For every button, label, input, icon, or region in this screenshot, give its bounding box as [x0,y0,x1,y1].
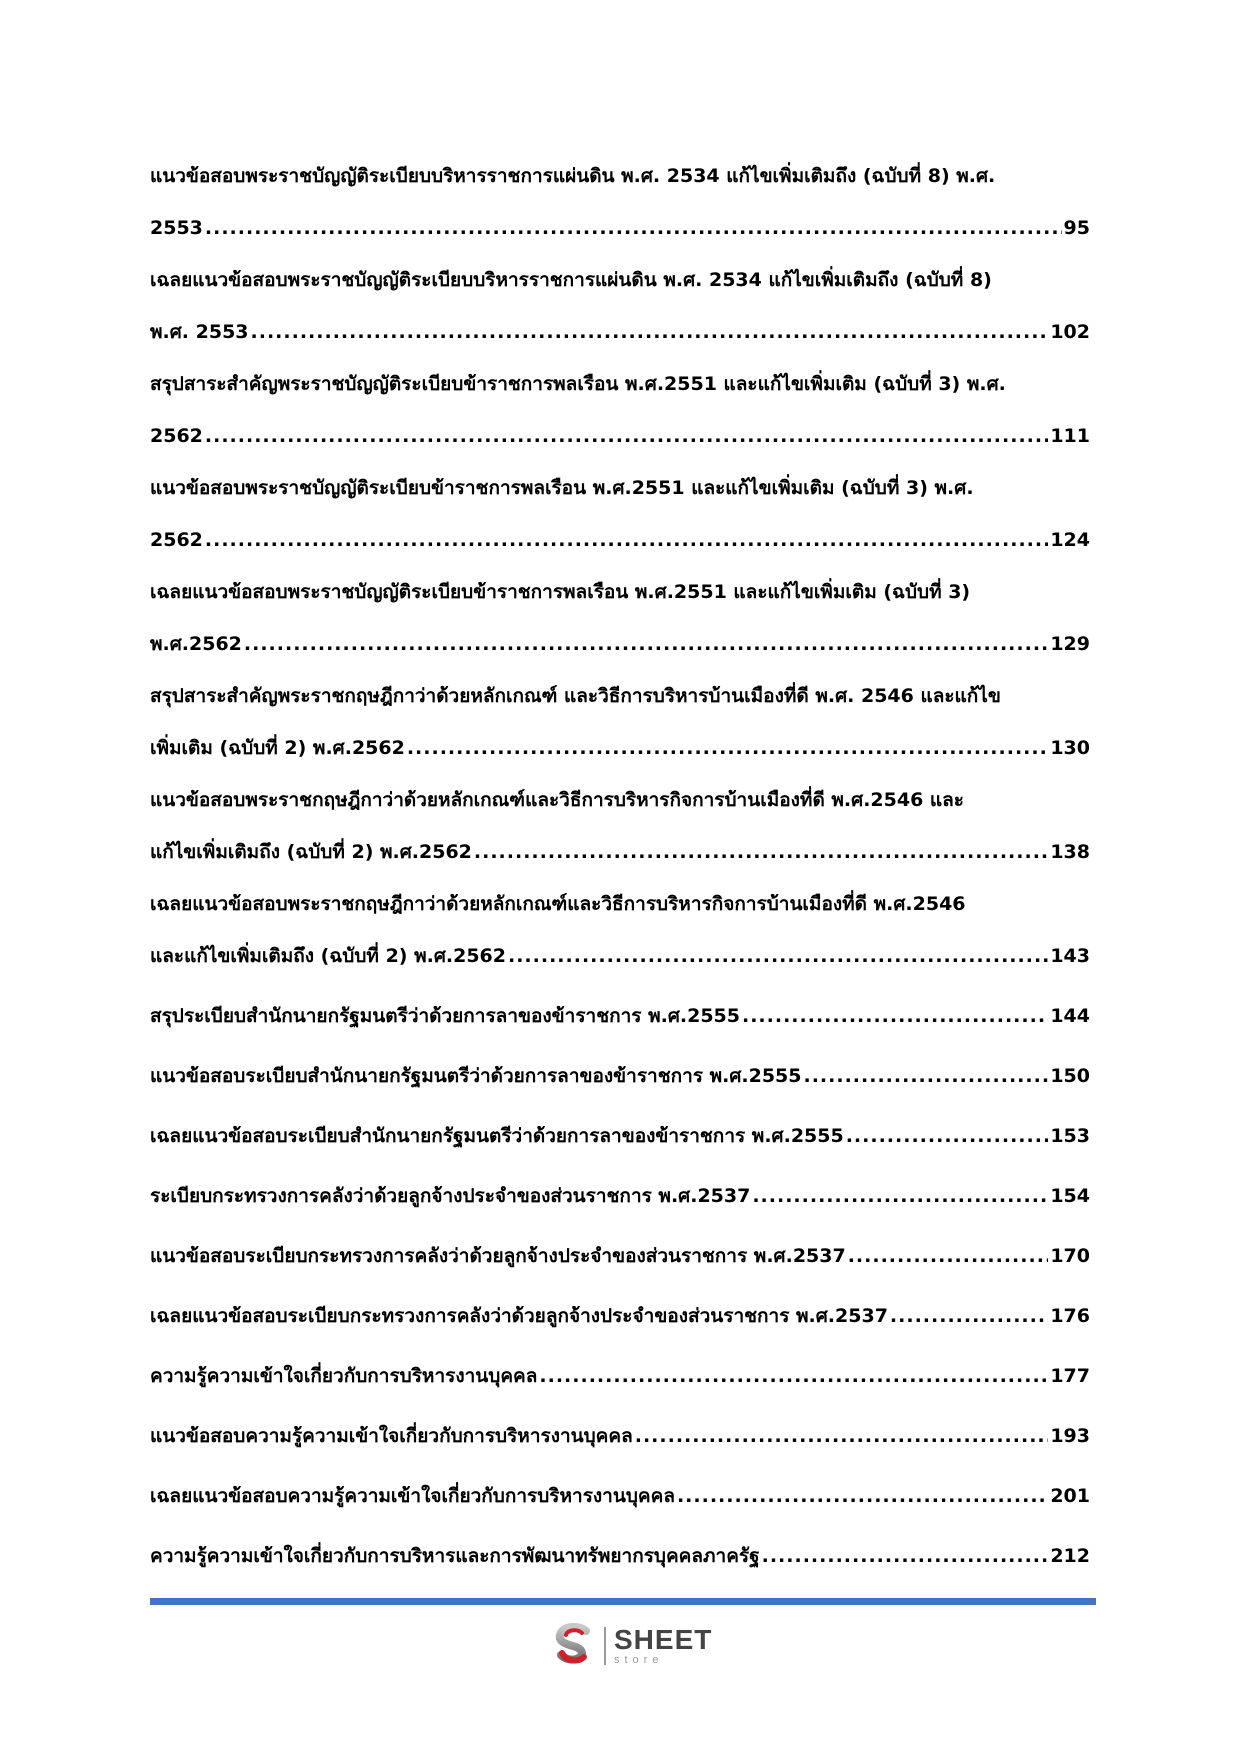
toc-entry-title-line1: แนวข้อสอบพระราชบัญญัติระเบียบบริหารราชการแผ่นดิน พ.ศ. 2534 แก้ไขเพิ่มเติมถึง (ฉบับที่ 8) พ.ศ. [150,165,996,187]
toc-entry-title-line1: แนวข้อสอบพระราชกฤษฎีกาว่าด้วยหลักเกณฑ์และวิธีการบริหารกิจการบ้านเมืองที่ดี พ.ศ.2546 และ [150,789,965,811]
toc-entry-row [150,1530,1090,1582]
toc-entry-row [150,930,1090,982]
toc-entry[interactable] [150,1290,1090,1342]
logo-wordmark [614,1626,712,1666]
toc-dot-leader [804,1050,1049,1102]
toc-entry-row [150,1230,1090,1282]
toc-entry-title-line1: สรุปสาระสำคัญพระราชกฤษฎีกาว่าด้วยหลักเกณฑ์ และวิธีการบริหารบ้านเมืองที่ดี พ.ศ. 2546 และแก้ไข [150,685,1001,707]
toc-entry[interactable] [150,990,1090,1042]
toc-entry-title: แนวข้อสอบระเบียบกระทรวงการคลังว่าด้วยลูกจ้างประจำของส่วนราชการ พ.ศ.2537 [150,1245,846,1267]
toc-page-number: 102 [1050,321,1090,343]
toc-entry[interactable] [150,566,1090,670]
sheet-store-logo [552,1620,712,1672]
toc-page-number: 153 [1050,1125,1090,1147]
toc-entry[interactable] [150,1170,1090,1222]
toc-dot-leader [251,306,1049,358]
toc-entry[interactable] [150,670,1090,774]
toc-entry-title: 2562 [150,529,203,551]
toc-entry-row [150,1290,1090,1342]
toc-entry-row [150,1050,1090,1102]
toc-entry-row [150,1110,1090,1162]
toc-dot-leader [752,1170,1048,1222]
toc-entry-title-line1: แนวข้อสอบพระราชบัญญัติระเบียบข้าราชการพลเรือน พ.ศ.2551 และแก้ไขเพิ่มเติม (ฉบับที่ 3) พ.ศ. [150,477,974,499]
toc-dot-leader [205,410,1048,462]
toc-entry-title-line1: เฉลยแนวข้อสอบพระราชบัญญัติระเบียบข้าราชการพลเรือน พ.ศ.2551 และแก้ไขเพิ่มเติม (ฉบับที่ 3) [150,581,971,603]
toc-dot-leader [742,990,1048,1042]
toc-entry-title: เพิ่มเติม (ฉบับที่ 2) พ.ศ.2562 [150,737,405,759]
toc-page-number: 143 [1050,945,1090,967]
toc-entry-title: 2562 [150,425,203,447]
toc-page-number: 138 [1050,841,1090,863]
toc-dot-leader [474,826,1048,878]
toc-dot-leader [508,930,1048,982]
toc-page-number: 124 [1050,529,1090,551]
table-of-contents [150,150,1090,1582]
toc-entry-title: เฉลยแนวข้อสอบระเบียบสำนักนายกรัฐมนตรีว่าด้วยการลาของข้าราชการ พ.ศ.2555 [150,1125,844,1147]
toc-entry-title: ความรู้ความเข้าใจเกี่ยวกับการบริหารและการพัฒนาทรัพยากรบุคคลภาครัฐ [150,1545,760,1567]
toc-dot-leader [244,618,1048,670]
toc-dot-leader [762,1530,1049,1582]
toc-entry-title-line1: สรุปสาระสำคัญพระราชบัญญัติระเบียบข้าราชการพลเรือน พ.ศ.2551 และแก้ไขเพิ่มเติม (ฉบับที่ 3) พ.ศ. [150,373,1006,395]
toc-entry[interactable] [150,1350,1090,1402]
toc-entry[interactable] [150,1470,1090,1522]
toc-dot-leader [848,1230,1049,1282]
toc-entry-title-line1: เฉลยแนวข้อสอบพระราชกฤษฎีกาว่าด้วยหลักเกณฑ์และวิธีการบริหารกิจการบ้านเมืองที่ดี พ.ศ.2546 [150,893,966,915]
logo-subword: store [614,1654,664,1666]
toc-dot-leader [205,202,1062,254]
toc-page-number: 130 [1050,737,1090,759]
toc-entry-row [150,410,1090,462]
toc-entry[interactable] [150,1230,1090,1282]
toc-entry-row [150,1470,1090,1522]
toc-page-number: 95 [1063,217,1090,239]
toc-entry[interactable] [150,1410,1090,1462]
toc-entry-row [150,722,1090,774]
toc-entry-title: เฉลยแนวข้อสอบระเบียบกระทรวงการคลังว่าด้วยลูกจ้างประจำของส่วนราชการ พ.ศ.2537 [150,1305,888,1327]
toc-entry-row [150,202,1090,254]
toc-entry[interactable] [150,878,1090,982]
logo-word: SHEET [614,1624,713,1655]
toc-entry-title: แนวข้อสอบระเบียบสำนักนายกรัฐมนตรีว่าด้วยการลาของข้าราชการ พ.ศ.2555 [150,1065,802,1087]
toc-entry[interactable] [150,1050,1090,1102]
toc-entry-title: แนวข้อสอบความรู้ความเข้าใจเกี่ยวกับการบริหารงานบุคคล [150,1425,633,1447]
toc-page-number: 144 [1050,1005,1090,1027]
toc-dot-leader [539,1350,1048,1402]
toc-entry[interactable] [150,358,1090,462]
toc-entry-row [150,618,1090,670]
toc-dot-leader [846,1110,1049,1162]
toc-entry-title: พ.ศ.2562 [150,633,242,655]
toc-entry-row [150,514,1090,566]
toc-page-number: 129 [1050,633,1090,655]
toc-page-number: 212 [1050,1545,1090,1567]
toc-entry[interactable] [150,774,1090,878]
toc-page-number: 111 [1050,425,1090,447]
toc-page-number: 154 [1050,1185,1090,1207]
toc-dot-leader [205,514,1048,566]
toc-page-number: 177 [1050,1365,1090,1387]
logo-separator [604,1627,606,1665]
toc-entry-title: และแก้ไขเพิ่มเติมถึง (ฉบับที่ 2) พ.ศ.2562 [150,945,506,967]
toc-entry-row [150,1410,1090,1462]
toc-entry-title: 2553 [150,217,203,239]
toc-entry-title: ระเบียบกระทรวงการคลังว่าด้วยลูกจ้างประจำของส่วนราชการ พ.ศ.2537 [150,1185,751,1207]
toc-entry-title-line1: เฉลยแนวข้อสอบพระราชบัญญัติระเบียบบริหารราชการแผ่นดิน พ.ศ. 2534 แก้ไขเพิ่มเติมถึง (ฉบับที่ 8) [150,269,992,291]
toc-entry-title: เฉลยแนวข้อสอบความรู้ความเข้าใจเกี่ยวกับการบริหารงานบุคคล [150,1485,675,1507]
toc-entry[interactable] [150,1110,1090,1162]
toc-entry-title: ความรู้ความเข้าใจเกี่ยวกับการบริหารงานบุคคล [150,1365,538,1387]
sheet-store-logo-icon [552,1623,596,1669]
toc-page-number: 193 [1050,1425,1090,1447]
toc-entry-title: แก้ไขเพิ่มเติมถึง (ฉบับที่ 2) พ.ศ.2562 [150,841,472,863]
toc-entry-row [150,990,1090,1042]
toc-page-number: 150 [1050,1065,1090,1087]
toc-dot-leader [677,1470,1048,1522]
toc-dot-leader [635,1410,1049,1462]
toc-entry[interactable] [150,1530,1090,1582]
toc-entry[interactable] [150,254,1090,358]
toc-entry-title: สรุประเบียบสำนักนายกรัฐมนตรีว่าด้วยการลาของข้าราชการ พ.ศ.2555 [150,1005,740,1027]
toc-entry[interactable] [150,462,1090,566]
toc-entry-row [150,826,1090,878]
toc-entry[interactable] [150,150,1090,254]
toc-entry-row [150,1350,1090,1402]
toc-dot-leader [890,1290,1048,1342]
toc-dot-leader [407,722,1049,774]
footer-divider [150,1598,1096,1605]
toc-entry-row [150,1170,1090,1222]
toc-entry-row [150,306,1090,358]
toc-page-number: 176 [1050,1305,1090,1327]
toc-entry-title: พ.ศ. 2553 [150,321,249,343]
toc-page-number: 201 [1050,1485,1090,1507]
toc-page-number: 170 [1050,1245,1090,1267]
